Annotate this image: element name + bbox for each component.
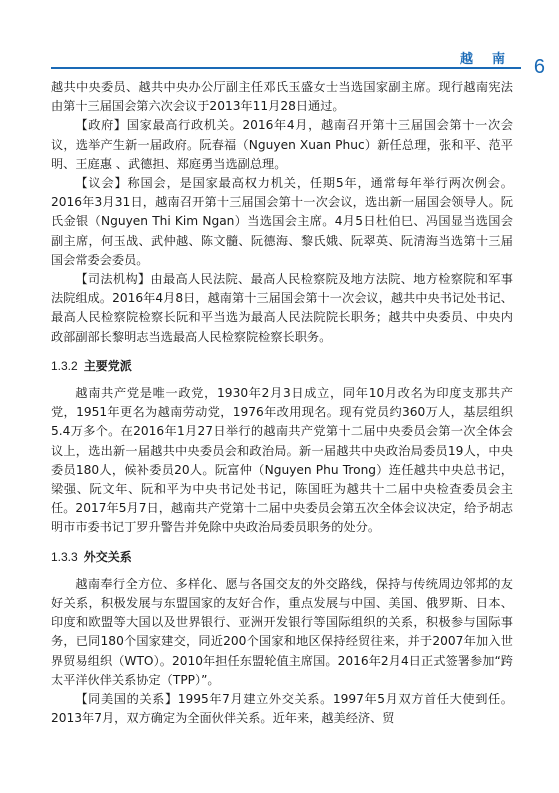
running-header-title: 越 南 bbox=[459, 52, 508, 67]
section-title: 主要党派 bbox=[83, 358, 132, 373]
section-title: 外交关系 bbox=[83, 549, 132, 564]
header-divider bbox=[51, 67, 521, 69]
paragraph-foreign-policy: 越南奉行全方位、多样化、愿与各国交友的外交路线，保持与传统周边邻邦的友好关系，积极发展与东盟国家的友好合作，重点发展与中国、美国、俄罗斯、日本、印度和欧盟等大国以及世界银行、亚洲开发银行等国际组织的关系，积极参与国际事务，已同180个国家建交，同近200个国家和地区保持经贸往来，并于2007年加入世界贸易组织（WTO）。2010年担任东盟轮值主席国。2016年2月4日正式签署参加“跨太平洋伙伴关系协定（TPP）”。 bbox=[51, 576, 513, 687]
paragraph-parties: 越南共产党是唯一政党，1930年2月3日成立，同年10月改名为印度支那共产党，1951年更名为越南劳动党，1976年改用现名。现有党员约360万人，基层组织5.4万多个。在2016年1月27日举行的越南共产党第十二届中央委员会第一次全体会议上，选出新一届越共中央委员会和政治局。新一届越共中央政治局委员19人，中央委员180人，候补委员20人。阮富仲（Nguyen Phu Trong）连任越共中央总书记，梁强、阮文年、阮和平为中央书记处书记，陈国旺为越共十二届中央检查委员会主任。2017年5月7日，越南共产党第十二届中央委员会第五次全体会议决定，给予胡志明市市委书记丁罗升警告并免除中央政治局委员职务的处分。 bbox=[51, 386, 513, 535]
section-number: 1.3.2 bbox=[51, 358, 78, 373]
paragraph-government: 【政府】国家最高行政机关。2016年4月，越南召开第十三届国会第十一次会议，选举产生新一届政府。阮春福（Nguyen Xuan Phuc）新任总理，张和平、范平明、王庭惠 、武德担、郑庭勇当选副总理。 bbox=[51, 118, 513, 171]
section-heading-parties bbox=[51, 357, 513, 376]
page-number: 6 bbox=[533, 56, 545, 78]
page-body bbox=[51, 78, 513, 729]
paragraph-continuation: 越共中央委员、越共中央办公厅副主任邓氏玉盛女士当选国家副主席。现行越南宪法由第十三届国会第六次会议于2013年11月28日通过。 bbox=[51, 80, 513, 114]
section-number: 1.3.3 bbox=[51, 549, 78, 564]
section-heading-foreign-relations bbox=[51, 548, 513, 567]
paragraph-judiciary: 【司法机构】由最高人民法院、最高人民检察院及地方法院、地方检察院和军事法院组成。2016年4月8日，越南第十三届国会第十一次会议，越共中央书记处书记、最高人民检察院检察长阮和平当选为最高人民法院院长职务；越共中央委员、中央内政部副部长黎明志当选最高人民检察院检察长职务。 bbox=[51, 272, 513, 344]
paragraph-parliament: 【议会】称国会，是国家最高权力机关，任期5年，通常每年举行两次例会。2016年3月31日，越南召开第十三届国会第十一次会议，选出新一届国会领导人。阮氏金银（Nguyen Thi Kim Ngan）当选国会主席。4月5日杜伯巳、冯国显当选国会副主席，何玉战、武仲越、陈文髓、阮德海、黎氏娥、阮翠英、阮清海当选第十三届国会常委会委员。 bbox=[51, 176, 513, 267]
paragraph-us-relations: 【同美国的关系】1995年7月建立外交关系。1997年5月双方首任大使到任。2013年7月，双方确定为全面伙伴关系。近年来，越美经济、贸 bbox=[51, 692, 513, 726]
